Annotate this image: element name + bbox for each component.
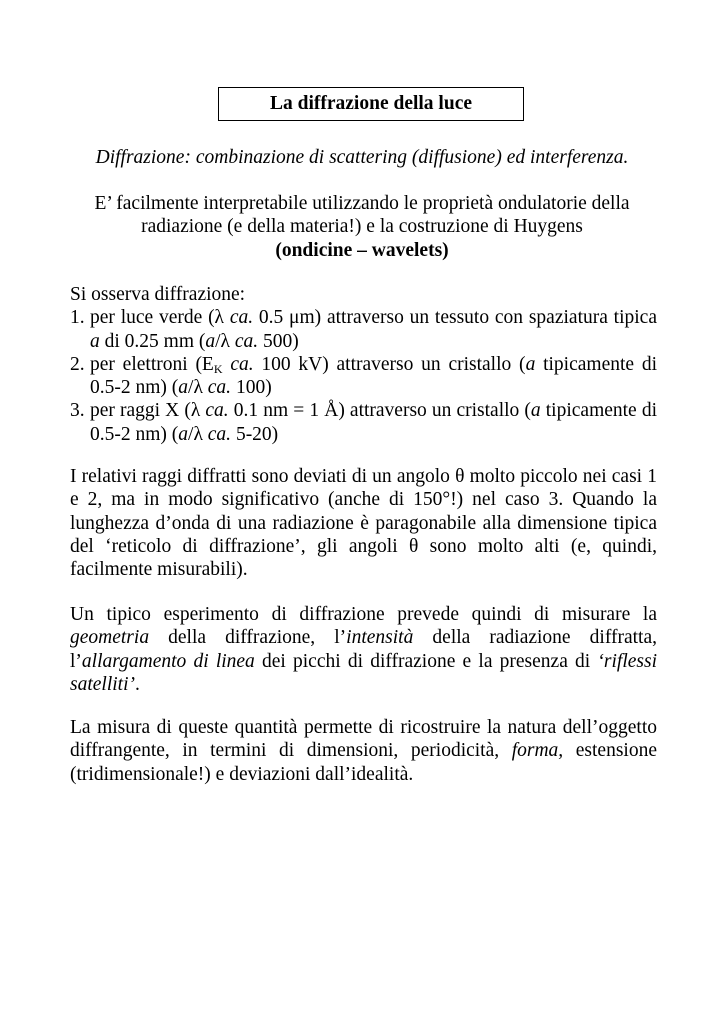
list-item-number: 2. xyxy=(70,353,85,375)
list-item xyxy=(70,306,657,353)
text-run: della diffrazione, l’ xyxy=(149,627,347,649)
text-run: Un tipico esperimento di diffrazione prevede quindi di misurare la xyxy=(70,604,657,625)
text-run: estensione (tridimensionale!) e deviazioni dall’idealità. xyxy=(70,740,657,785)
text-run: 500) xyxy=(258,330,299,352)
paragraph-measurement xyxy=(70,716,657,786)
text-run: 100 kV) attraverso un cristallo ( xyxy=(253,353,526,375)
text-run: 0.1 nm = 1 Å) attraverso un cristallo ( xyxy=(228,400,531,422)
text-run-italic: a xyxy=(205,330,216,352)
list-item-line xyxy=(90,330,657,353)
paragraph-diffracted-rays: I relativi raggi diffratti sono deviati di un angolo θ molto piccolo nei casi 1 e 2, ma in modo significativo (anche di 150°!) nel caso 3. Quando la lunghezza d’onda di una radiazione è paragonabile alla dimensione tipica del ‘reticolo di diffrazione’, gli angoli θ sono molto alti (e, quindi, facilmente misurabili). xyxy=(70,466,657,581)
text-run: . xyxy=(135,673,140,695)
text-run: di 0.25 mm ( xyxy=(99,330,206,352)
text-run-italic: ca. xyxy=(207,377,232,399)
text-run-italic: ca. xyxy=(229,307,254,329)
text-run-italic: ‘riflessi satelliti’ xyxy=(70,650,657,695)
list-item-line xyxy=(90,353,657,376)
list-item-number: 1. xyxy=(70,307,85,329)
text-run: 5-20) xyxy=(231,423,279,445)
page-title: La diffrazione della luce xyxy=(218,87,524,121)
intro-wavelets: (ondicine – wavelets) xyxy=(275,239,449,261)
text-run: /λ xyxy=(188,377,208,399)
text-run: della radiazione diffratta, l’ xyxy=(70,627,657,672)
list-item xyxy=(70,399,657,446)
text-run-italic: a xyxy=(178,423,189,445)
list-item-line xyxy=(90,399,657,422)
text-run: /λ xyxy=(188,423,208,445)
list-item-number: 3. xyxy=(70,400,85,422)
text-run: 100) xyxy=(231,377,272,399)
list-item xyxy=(70,353,657,400)
text-run-italic: ca. xyxy=(205,400,229,422)
text-run-italic: forma, xyxy=(511,740,564,762)
text-run: tipicamente di xyxy=(540,400,657,422)
text-run: dei picchi di diffrazione e la presenza di xyxy=(254,650,598,672)
text-run-italic: ca. xyxy=(234,330,259,352)
text-run: 0.5 μm) attraverso un tessuto con spaziatura tipica xyxy=(253,307,657,329)
text-run-italic: ca. xyxy=(207,423,232,445)
list-item-line xyxy=(90,306,657,329)
observation-list-section xyxy=(70,283,657,446)
text-run: 0.5-2 nm) ( xyxy=(90,377,179,399)
intro-line-1: E’ facilmente interpretabile utilizzando le proprietà ondulatorie della xyxy=(94,193,630,214)
text-run-italic: allargamento di linea xyxy=(81,650,255,672)
subtitle: Diffrazione: combinazione di scattering (diffusione) ed interferenza. xyxy=(95,147,629,168)
text-run: 0.5-2 nm) ( xyxy=(90,423,179,445)
intro-paragraph xyxy=(40,192,684,262)
text-run: per luce verde (λ xyxy=(90,307,230,329)
list-lead: Si osserva diffrazione: xyxy=(70,284,246,305)
text-run-italic: intensità xyxy=(346,627,414,649)
text-run-italic: geometria xyxy=(70,627,150,649)
text-run-italic: a xyxy=(530,400,541,422)
intro-line-2: radiazione (e della materia!) e la costruzione di Huygens xyxy=(141,216,583,238)
text-run-italic: a xyxy=(525,353,536,375)
text-run-italic: a xyxy=(178,377,189,399)
paragraph-experiment xyxy=(70,603,657,696)
text-run: per elettroni (E xyxy=(90,353,214,375)
observation-list xyxy=(70,306,657,446)
text-run: tipicamente di xyxy=(535,353,658,375)
list-item-line xyxy=(90,423,657,446)
text-run-italic: ca. xyxy=(230,353,254,375)
text-run: /λ xyxy=(215,330,235,352)
subscript: K xyxy=(213,361,223,376)
text-run: La misura di queste quantità permette di ricostruire la natura dell’oggetto diffrangente, in termini di dimensioni, periodicità, xyxy=(70,717,657,762)
text-run-italic: a xyxy=(90,330,100,352)
text-run: per raggi X (λ xyxy=(90,400,206,422)
list-item-line xyxy=(90,376,657,399)
